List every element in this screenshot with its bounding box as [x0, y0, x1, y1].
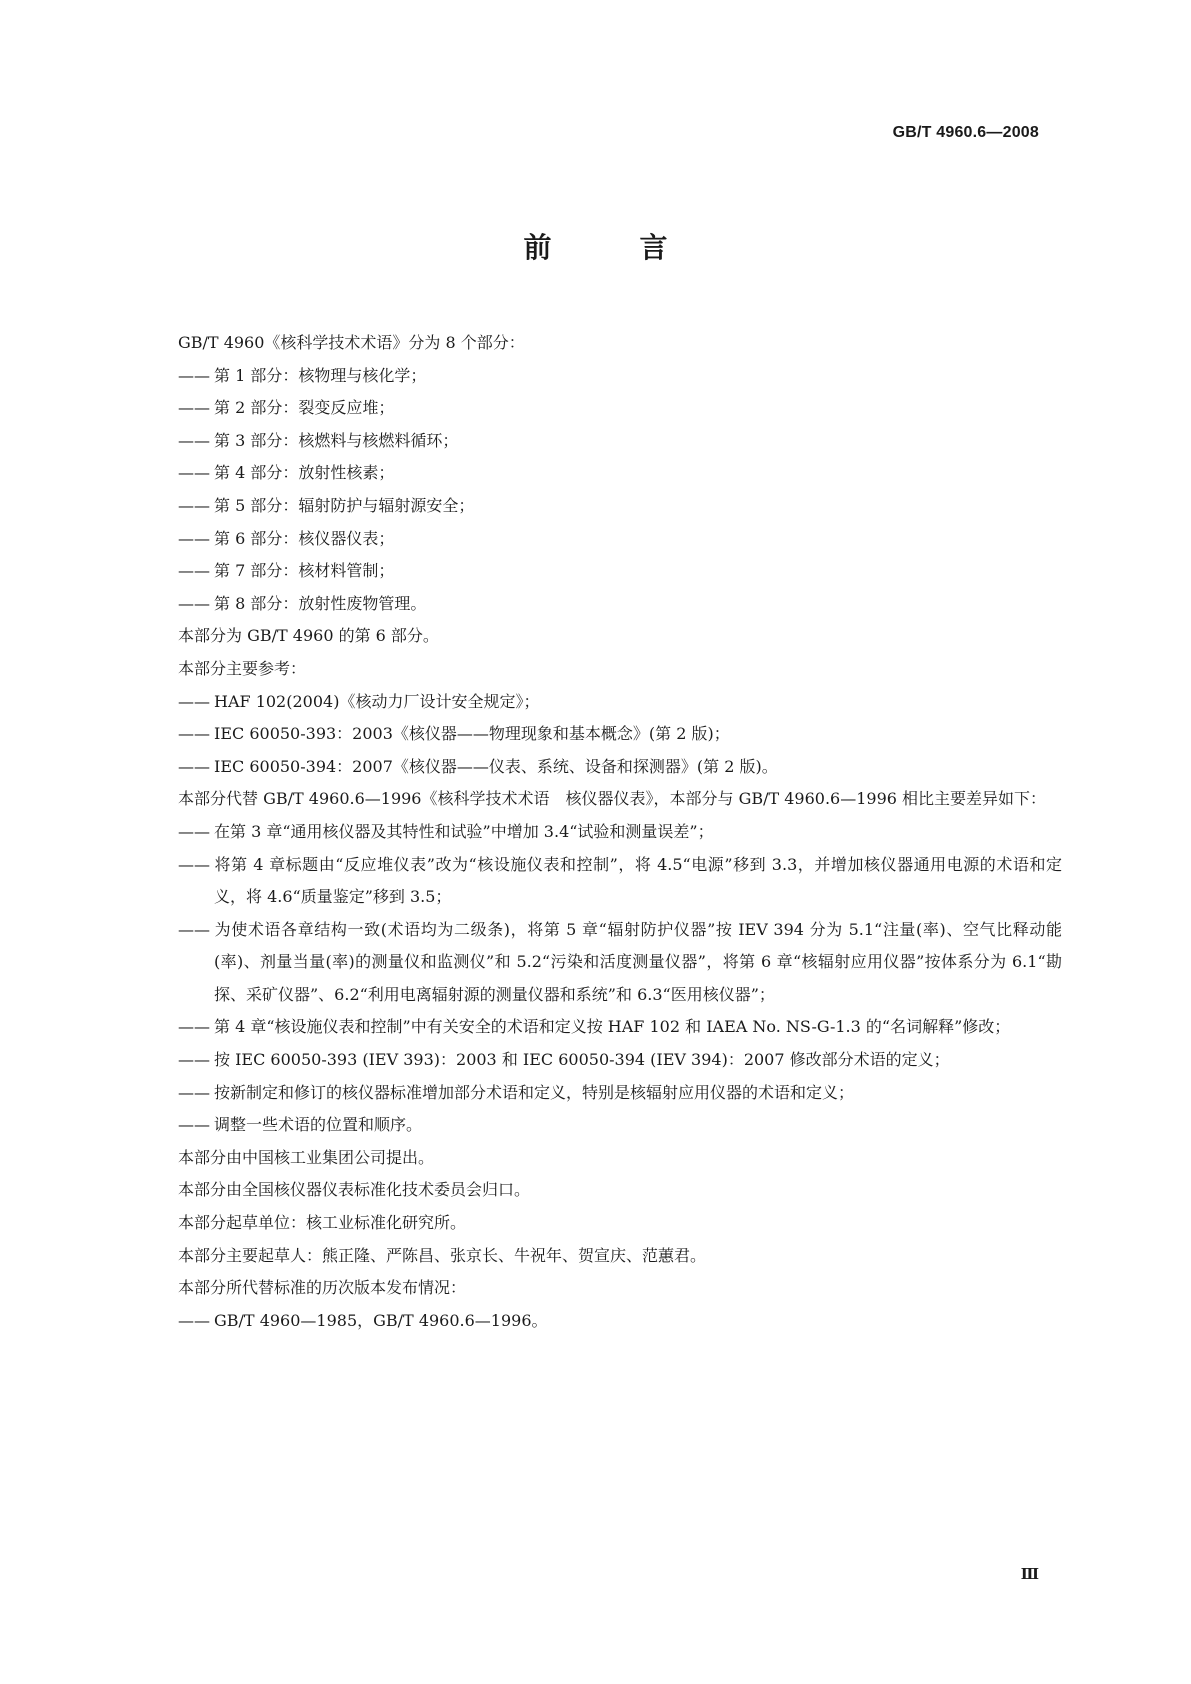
dash-mark: —— [178, 756, 210, 776]
document-body [178, 327, 1062, 1337]
dash-mark: —— [178, 463, 210, 483]
dash-mark: —— [178, 724, 210, 744]
dash-mark: —— [178, 561, 210, 581]
list-item: —— HAF 102(2004)《核动力厂设计安全规定》； [178, 686, 1062, 719]
list-item: —— GB/T 4960—1985，GB/T 4960.6—1996。 [178, 1305, 1062, 1338]
dash-mark: —— [178, 1310, 210, 1330]
list-item: —— 第 4 部分：放射性核素； [178, 457, 1062, 490]
list-item: —— IEC 60050-393：2003《核仪器——物理现象和基本概念》(第 2 版)； [178, 718, 1062, 751]
list-item: —— 调整一些术语的位置和顺序。 [178, 1109, 1062, 1142]
parts-list [178, 360, 1062, 621]
page-number: Ⅲ [1020, 1565, 1039, 1583]
list-item: —— IEC 60050-394：2007《核仪器——仪表、系统、设备和探测器》(第 2 版)。 [178, 751, 1062, 784]
list-item: —— 第 5 部分：辐射防护与辐射源安全； [178, 490, 1062, 523]
dash-mark: —— [178, 430, 210, 450]
list-item: —— 在第 3 章“通用核仪器及其特性和试验”中增加 3.4“试验和测量误差”； [178, 816, 1062, 849]
list-item: —— 第 3 部分：核燃料与核燃料循环； [178, 425, 1062, 458]
intro-line: GB/T 4960《核科学技术术语》分为 8 个部分： [178, 333, 525, 352]
dash-mark: —— [178, 1082, 210, 1102]
dash-mark: —— [178, 398, 210, 418]
drafters: 本部分主要起草人：熊正隆、严陈昌、张京长、牛祝年、贺宣庆、范蕙君。 [178, 1245, 707, 1265]
list-item: —— 第 6 部分：核仪器仪表； [178, 523, 1062, 556]
dash-mark: —— [178, 691, 210, 711]
dash-mark: —— [178, 528, 210, 548]
standard-code: GB/T 4960.6—2008 [892, 124, 1039, 141]
history-list [178, 1305, 1062, 1338]
dash-mark: —— [178, 1115, 210, 1135]
dash-mark: —— [178, 593, 210, 613]
changes-list [178, 816, 1062, 1142]
list-item: —— 按新制定和修订的核仪器标准增加部分术语和定义，特别是核辐射应用仪器的术语和定义； [178, 1077, 1062, 1110]
list-item: —— 第 4 章“核设施仪表和控制”中有关安全的术语和定义按 HAF 102 和 IAEA No. NS-G-1.3 的“名词解释”修改； [178, 1011, 1062, 1044]
drafting-unit: 本部分起草单位：核工业标准化研究所。 [178, 1213, 467, 1233]
refs-intro: 本部分主要参考： [178, 658, 307, 678]
dash-mark: —— [178, 495, 210, 515]
list-item: —— 第 1 部分：核物理与核化学； [178, 360, 1062, 393]
dash-mark: —— [178, 365, 210, 385]
this-part-line: 本部分为 GB/T 4960 的第 6 部分。 [178, 626, 439, 646]
centralized-by: 本部分由全国核仪器仪表标准化技术委员会归口。 [178, 1180, 531, 1200]
dash-mark: —— [178, 919, 210, 939]
list-item: —— 第 2 部分：裂变反应堆； [178, 392, 1062, 425]
page-title: 前 言 [523, 231, 698, 264]
dash-mark: —— [178, 1050, 210, 1070]
replaces-paragraph: 本部分代替 GB/T 4960.6—1996《核科学技术术语 核仪器仪表》，本部分与 GB/T 4960.6—1996 相比主要差异如下： [178, 789, 1047, 809]
dash-mark: —— [178, 1017, 210, 1037]
list-item: —— 按 IEC 60050-393 (IEV 393)：2003 和 IEC 60050-394 (IEV 394)：2007 修改部分术语的定义； [178, 1044, 1062, 1077]
proposed-by: 本部分由中国核工业集团公司提出。 [178, 1147, 435, 1167]
history-intro: 本部分所代替标准的历次版本发布情况： [178, 1278, 467, 1298]
list-item: —— 为使术语各章结构一致(术语均为二级条)，将第 5 章“辐射防护仪器”按 IEV 394 分为 5.1“注量(率)、空气比释动能(率)、剂量当量(率)的测量仪和监测仪”和 5.2“污染和活度测量仪器”，将第 6 章“核辐射应用仪器”按体系分为 6.1“勘探、采矿仪器”、6.2“利用电离辐射源的测量仪器和系统”和 6.3“医用核仪器”； [178, 914, 1062, 1012]
refs-list [178, 686, 1062, 784]
dash-mark: —— [178, 821, 210, 841]
dash-mark: —— [178, 854, 210, 874]
list-item: —— 将第 4 章标题由“反应堆仪表”改为“核设施仪表和控制”，将 4.5“电源”移到 3.3，并增加核仪器通用电源的术语和定义，将 4.6“质量鉴定”移到 3.5； [178, 849, 1062, 914]
list-item: —— 第 8 部分：放射性废物管理。 [178, 588, 1062, 621]
list-item: —— 第 7 部分：核材料管制； [178, 555, 1062, 588]
